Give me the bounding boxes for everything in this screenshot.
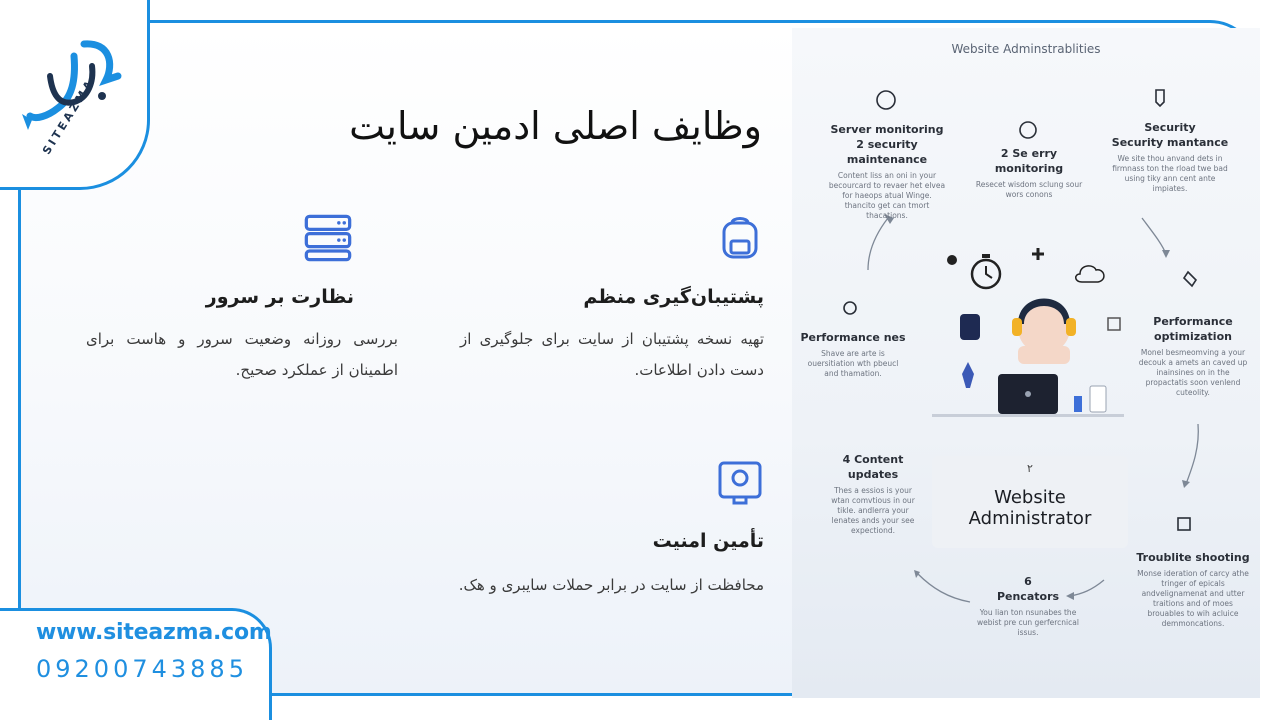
node-troubleshooting: Troublite shooting Monse ideration of carcy athe tringer of epicals andvelignamenat and utter traitions and of moes brouables to wih acluice demmoncations. [1136,551,1250,628]
monitor-icon [716,458,764,508]
infographic-heading: Website Adminstrablities [951,42,1101,56]
feature-security [380,458,764,608]
infographic-image [792,28,1260,698]
node-performance-nes: Performance nes Shave are arte is ouersitiation wth pbeucl and thamation. [800,331,906,378]
node-security-monitoring: 2 Se erry monitoring Resecet wisdom sclung sour wors conons [975,147,1083,199]
server-icon [302,212,354,264]
feature-description: بررسی روزانه وضعیت سرور و هاست برای اطمینان از عملکرد صحیح. [86,330,398,379]
center-title: Website Administrator [968,487,1092,529]
node-performance-optimization: Performance optimization Monel besmeomving a your decouk a amets an caved up inainsines on in the propactatis soon venlend cuteolity. [1138,315,1248,397]
node-content-updates: 4 Content updates Thes a essios is your wtan comvtious in our tikle. andlerra your lenates ands your see expectiond. [831,453,915,535]
backpack-icon [716,210,764,264]
feature-server-monitoring [86,210,398,390]
admin-illustration-icon [932,248,1124,417]
node-server-monitoring: Server monitoring 2 security maintenance Content liss an oni in your becourcard to revaer het elvea for haeops atual Winge. thancito get can tmort thacations. [828,123,946,220]
center-box [932,456,1128,548]
feature-backup [460,210,764,390]
feature-heading: تأمین امنیت [652,530,764,552]
center-number: ۲ [1027,462,1033,475]
page-title: وظایف اصلی ادمین سایت [349,104,762,148]
node-security-maintenance: Security Security mantance We site thou anvand dets in firmnass ton the rload twe bad using tiky ann cent ante impiates. [1111,121,1229,193]
phone-number[interactable]: 09200743885 [36,655,248,683]
website-link[interactable]: www.siteazma.com [36,620,272,645]
feature-heading: پشتیبان‌گیری منظم [583,286,764,308]
logo-wordmark: SITEAZMA [40,76,98,157]
feature-description: محافظت از سایت در برابر حملات سایبری و هک. [458,576,764,594]
contact-footer [36,620,272,683]
feature-heading: نظارت بر سرور [205,286,354,308]
node-pencators: 6 Pencators You lian ton nsunabes the webist pre cun gerfercnical issus. [977,575,1079,637]
feature-description: تهیه نسخه پشتیبان از سایت برای جلوگیری از دست دادن اطلاعات. [460,330,764,379]
